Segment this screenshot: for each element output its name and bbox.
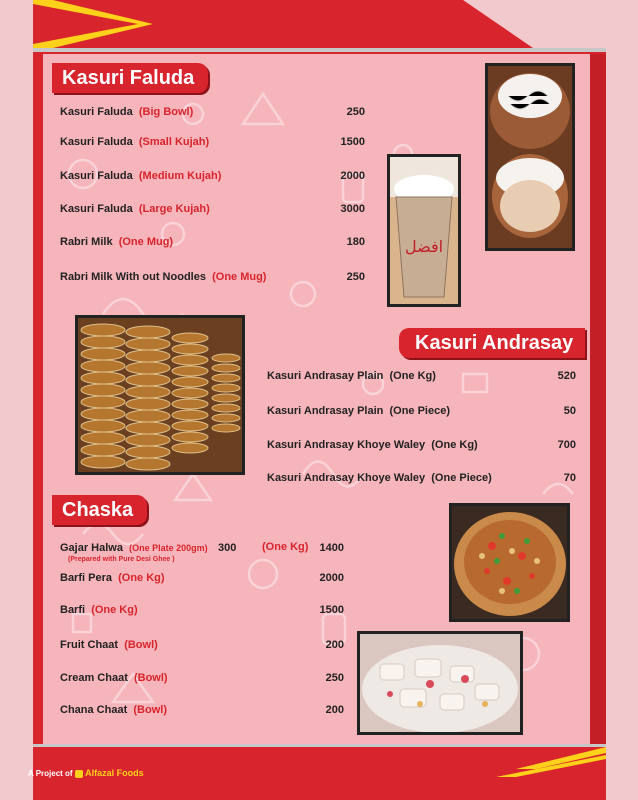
menu-item-price: 70 [563, 472, 576, 484]
menu-item-price: 50 [563, 405, 576, 417]
menu-item: Kasuri Faluda (Small Kujah) [60, 136, 210, 148]
top-pink-accent [333, 0, 606, 48]
menu-item: Kasuri Faluda (Big Bowl) [60, 106, 194, 118]
top-yellow-accent [33, 0, 163, 48]
gajar-halwa-plate-price: 300 [218, 542, 237, 554]
section-title-kasuri-andrasay: Kasuri Andrasay [399, 328, 585, 358]
menu-item-price: 250 [325, 672, 344, 684]
section-title-chaska: Chaska [52, 495, 147, 525]
andrasay-stack-photo [75, 315, 245, 475]
menu-item: Rabri Milk (One Mug) [60, 236, 174, 248]
alfazal-logo-icon [75, 770, 83, 778]
chana-chaat-photo [449, 503, 570, 622]
menu-item: Chana Chaat (Bowl) [60, 704, 167, 716]
menu-item-price: 200 [325, 704, 344, 716]
menu-item-price: 2000 [340, 170, 365, 182]
menu-item-price: 250 [346, 106, 365, 118]
menu-item: Kasuri Faluda (Medium Kujah) [60, 170, 222, 182]
fruit-chaat-photo [357, 631, 523, 735]
menu-item: Cream Chaat (Bowl) [60, 672, 168, 684]
gajar-halwa-kg-price: 1400 [319, 542, 344, 554]
menu-item: Rabri Milk With out Noodles (One Mug) [60, 271, 267, 283]
menu-item: Kasuri Andrasay Khoye Waley (One Kg) [267, 439, 478, 451]
menu-item: Fruit Chaat (Bowl) [60, 639, 158, 651]
menu-item: Kasuri Andrasay Plain (One Piece) [267, 405, 451, 417]
menu-item: Barfi (One Kg) [60, 604, 138, 616]
menu-item-price: 2000 [319, 572, 344, 584]
top-divider [33, 48, 606, 52]
gajar-halwa-note: (Prepared with Pure Desi Ghee ) [68, 556, 175, 563]
menu-item-price: 1500 [340, 136, 365, 148]
faluda-cup-photo [387, 154, 461, 307]
menu-item-price: 700 [557, 439, 576, 451]
section-title-kasuri-faluda: Kasuri Faluda [52, 63, 208, 93]
menu-item: Barfi Pera (One Kg) [60, 572, 165, 584]
menu-item: Kasuri Andrasay Khoye Waley (One Piece) [267, 472, 492, 484]
top-band [33, 0, 606, 48]
cup-logo-text: افضل [404, 237, 444, 256]
menu-item: Kasuri Andrasay Plain (One Kg) [267, 370, 436, 382]
menu-item-price: 3000 [340, 203, 365, 215]
menu-item-price: 180 [346, 236, 365, 248]
right-red-bar [590, 54, 606, 744]
menu-item-gajar-halwa: Gajar Halwa (One Plate 200gm) [60, 542, 208, 554]
menu-item-price: 250 [346, 271, 365, 283]
menu-item-price: 200 [325, 639, 344, 651]
menu-item-price: 1500 [319, 604, 344, 616]
bottom-yellow-accent [496, 747, 606, 800]
kujah-faluda-photo [485, 63, 575, 251]
menu-item: Kasuri Faluda (Large Kujah) [60, 203, 210, 215]
footer-credit: A Project of Alfazal Foods [28, 768, 144, 778]
menu-item-price: 520 [557, 370, 576, 382]
gajar-halwa-kg-size: (One Kg) [262, 541, 309, 553]
